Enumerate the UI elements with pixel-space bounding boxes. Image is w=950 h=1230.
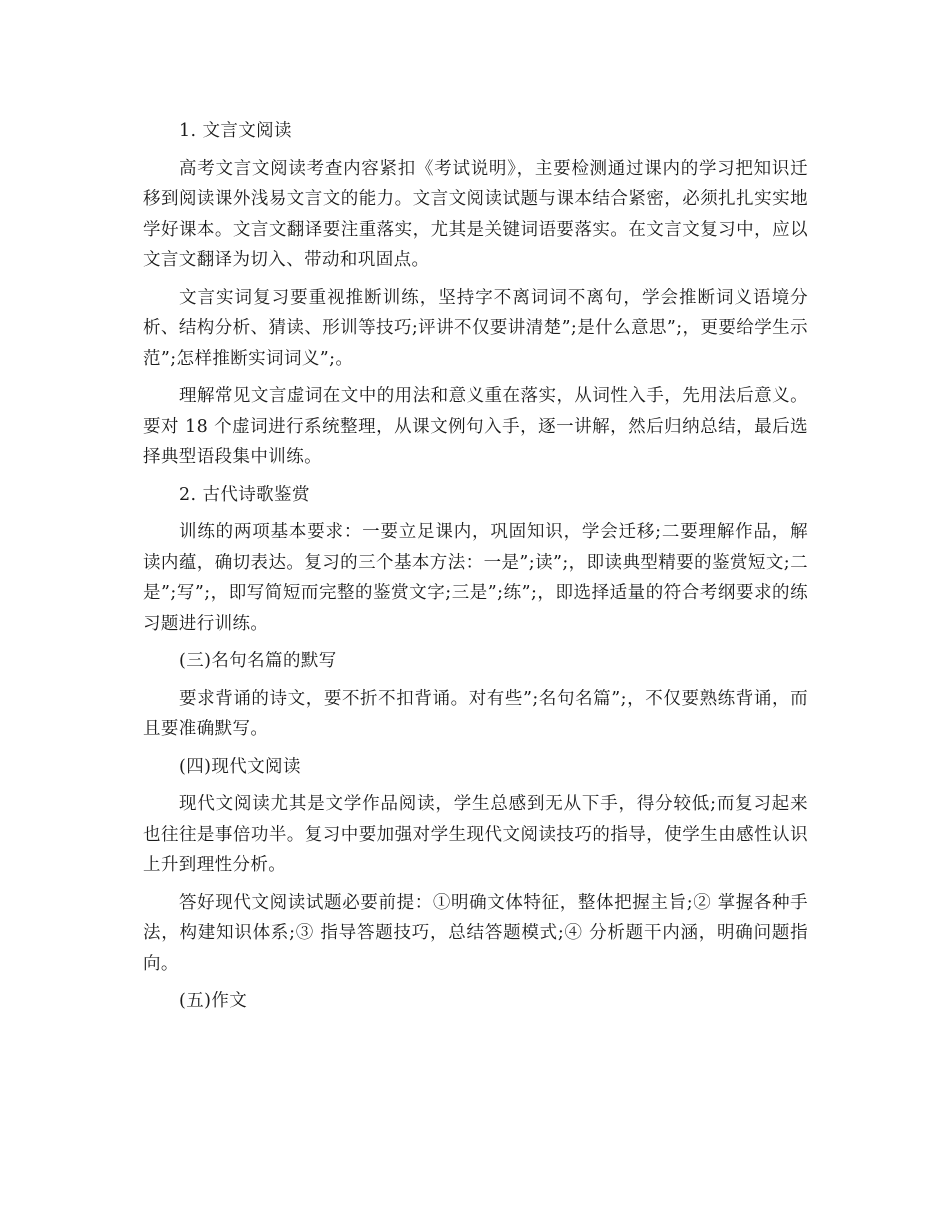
paragraph: 现代文阅读尤其是文学作品阅读，学生总感到无从下手，得分较低;而复习起来也往往是事倍功半。复习中要加强对学生现代文阅读技巧的指导，使学生由感性认识上升到理性分析。 bbox=[143, 794, 808, 875]
paragraph: 高考文言文阅读考查内容紧扣《考试说明》，主要检测通过课内的学习把知识迁移到阅读课外浅易文言文的能力。文言文阅读试题与课本结合紧密，必须扎扎实实地学好课本。文言文翻译要注重落实，尤其是关键词语要落实。在文言文复习中，应以文言文翻译为切入、带动和巩固点。 bbox=[143, 158, 808, 270]
document-body bbox=[143, 116, 808, 1024]
section-heading-composition: (五)作文 bbox=[179, 991, 248, 1011]
paragraph: 训练的两项基本要求：一要立足课内，巩固知识，学会迁移;二要理解作品，解读内蕴，确切表达。复习的三个基本方法：一是”;读”;，即读典型精要的鉴赏短文;二是”;写”;，即写简短而完整的鉴赏文字;三是”;练”;，即选择适量的符合考纲要求的练习题进行训练。 bbox=[143, 522, 808, 634]
paragraph: 理解常见文言虚词在文中的用法和意义重在落实，从词性入手，先用法后意义。要对 18 个虚词进行系统整理，从课文例句入手，逐一讲解，然后归纳总结，最后选择典型语段集中训练。 bbox=[143, 386, 808, 467]
paragraph: 要求背诵的诗文，要不折不扣背诵。对有些”;名句名篇”;，不仅要熟练背诵，而且要准确默写。 bbox=[143, 688, 808, 739]
section-heading-modern-reading: (四)现代文阅读 bbox=[179, 756, 301, 777]
section-heading-classical-chinese: 1. 文言文阅读 bbox=[179, 121, 292, 141]
paragraph: 答好现代文阅读试题必要前提：①明确文体特征，整体把握主旨;② 掌握各种手法，构建知识体系;③ 指导答题技巧，总结答题模式;④ 分析题干内涵，明确问题指向。 bbox=[143, 892, 808, 974]
paragraph: 文言实词复习要重视推断训练，坚持字不离词词不离句，学会推断词义语境分析、结构分析、猜读、形训等技巧;评讲不仅要讲清楚”;是什么意思”;，更要给学生示范”;怎样推断实词词义”;。 bbox=[143, 287, 808, 369]
section-heading-famous-lines-dictation: (三)名句名篇的默写 bbox=[179, 651, 337, 671]
section-heading-poetry-appreciation: 2. 古代诗歌鉴赏 bbox=[179, 484, 310, 505]
